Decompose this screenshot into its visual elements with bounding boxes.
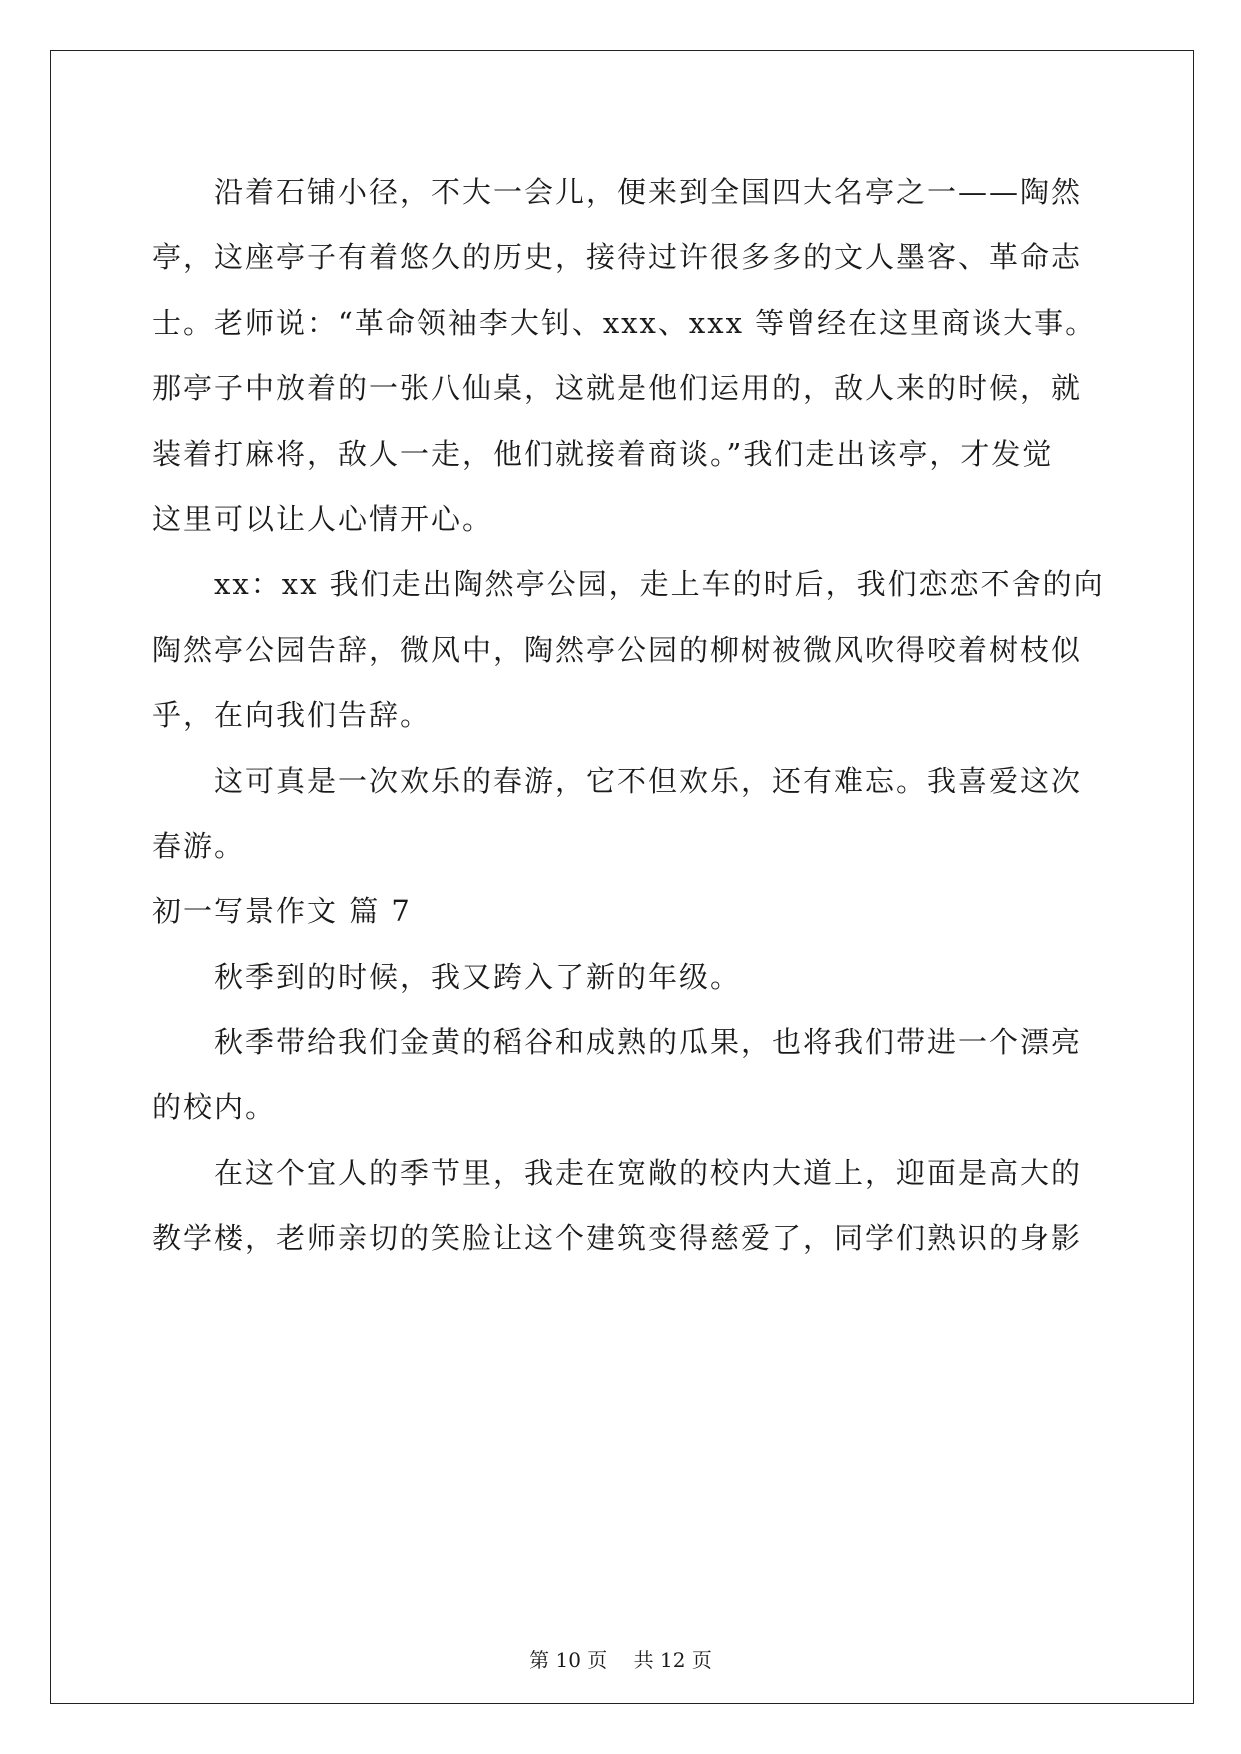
text-line: 秋季到的时候，我又跨入了新的年级。 [214,959,742,994]
text-line: xx：xx 我们走出陶然亭公园，走上车的时后，我们恋恋不舍的向 [214,567,1105,602]
paragraph-2 [152,552,1105,748]
total-page-count: 共 12 页 [633,1648,712,1672]
text-line: 装着打麻将，敌人一走，他们就接着商谈。”我们走出该亭，才发觉 [152,436,1054,471]
paragraph-3 [152,749,1092,880]
text-line: 秋季带给我们金黄的稻谷和成熟的瓜果，也将我们带进一个漂亮 [214,1025,1083,1060]
paragraph-1 [152,160,1097,552]
text-line: 那亭子中放着的一张八仙桌，这就是他们运用的，敌人来的时候，就 [152,371,1083,406]
paragraph-6 [152,1141,1092,1272]
text-line: 教学楼，老师亲切的笑脸让这个建筑变得慈爱了，同学们熟识的身影 [152,1221,1083,1256]
section-heading [152,879,1092,944]
text-line: 陶然亭公园告辞，微风中，陶然亭公园的柳树被微风吹得咬着树枝似 [152,632,1083,667]
paragraph-5 [152,1010,1092,1141]
text-line: 在这个宜人的季节里，我走在宽敞的校内大道上，迎面是高大的 [214,1155,1083,1190]
section-heading-text: 初一写景作文 篇 7 [152,894,412,929]
text-line: 的校内。 [152,1090,277,1125]
document-body [152,160,1105,1272]
text-line: 春游。 [152,828,246,863]
text-line: 这里可以让人心情开心。 [152,501,494,536]
text-line: 这可真是一次欢乐的春游，它不但欢乐，还有难忘。我喜爱这次 [214,763,1083,798]
paragraph-4 [152,945,1092,1010]
page-footer [0,1644,1241,1673]
text-line: 亭，这座亭子有着悠久的历史，接待过许很多多的文人墨客、革命志 [152,240,1083,275]
text-line: 沿着石铺小径，不大一会儿，便来到全国四大名亭之一——陶然 [214,175,1083,209]
text-line: 乎，在向我们告辞。 [152,698,432,733]
text-line: 士。老师说：“革命领袖李大钊、xxx、xxx 等曾经在这里商谈大事。 [152,305,1097,340]
current-page-number: 第 10 页 [529,1648,608,1672]
